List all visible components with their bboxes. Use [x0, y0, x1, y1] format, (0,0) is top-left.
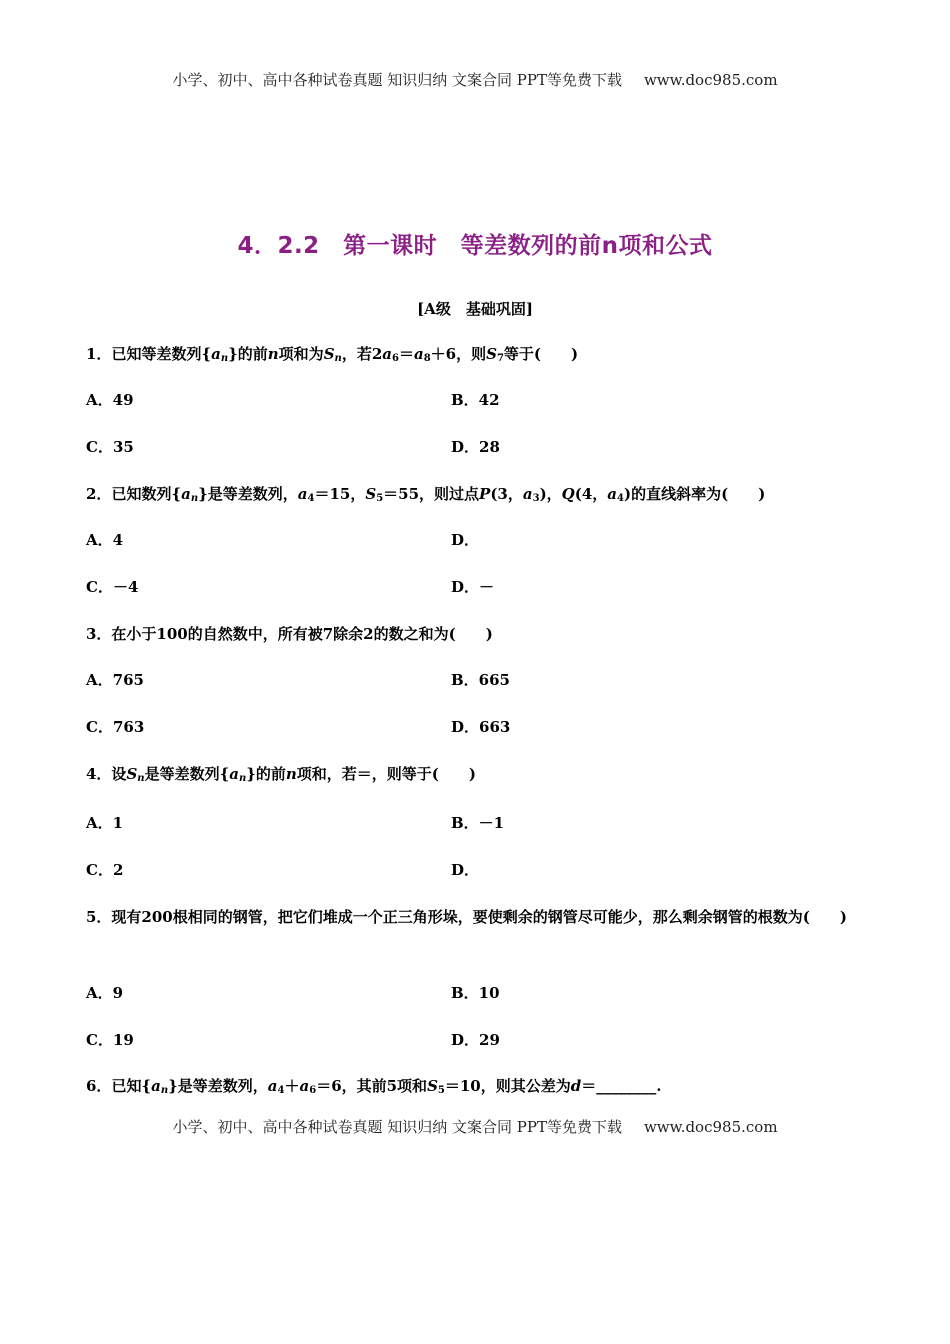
q3-option-b: B．665	[451, 671, 510, 689]
q2-option-b: D．	[451, 531, 480, 549]
question-3: 3．在小于100的自然数中，所有被7除余2的数之和为( )	[86, 625, 493, 643]
footer-site[interactable]: www.doc985.com	[643, 1118, 778, 1136]
q4-option-c: C．2	[86, 861, 124, 879]
q2-option-d: D．－	[451, 578, 495, 596]
q5-option-b: B．10	[451, 984, 500, 1002]
header-text: 小学、初中、高中各种试卷真题 知识归纳 文案合同 PPT等免费下载	[172, 71, 622, 89]
question-2: 2．已知数列$\{a_n\}$是等差数列，$a_4=15$，$S_5=55$，则过点P(3，$a_3$)，Q(4，$a_4$)的直线斜率为( )	[86, 485, 766, 504]
q4-option-b: B．－1	[451, 814, 505, 832]
q1-option-d: D．28	[451, 438, 500, 456]
question-5: 5．现有200根相同的钢管，把它们堆成一个正三角形垛，要使剩余的钢管尽可能少，那么剩余钢管的根数为( )	[86, 908, 847, 926]
q2-option-a: A．4	[86, 531, 124, 549]
question-1: 1．已知等差数列$\{a_n\}$的前n项和为$S_n$，若$2a_6=a_8+6$，则$S_7$等于( )	[86, 345, 579, 364]
q1-option-a: A．49	[86, 391, 134, 409]
q1-option-b: B．42	[451, 391, 500, 409]
section-heading: [A级 基础巩固]	[417, 300, 533, 318]
page-title: 4．2.2 第一课时 等差数列的前n项和公式	[237, 233, 713, 259]
page-header	[0, 69, 950, 90]
q2-option-c: C．－4	[86, 578, 139, 596]
q4-option-a: A．1	[86, 814, 124, 832]
q5-option-c: C．19	[86, 1031, 134, 1049]
footer-text: 小学、初中、高中各种试卷真题 知识归纳 文案合同 PPT等免费下载	[172, 1118, 622, 1136]
q3-option-d: D．663	[451, 718, 511, 736]
page-footer	[0, 1116, 950, 1137]
header-site[interactable]: www.doc985.com	[643, 71, 778, 89]
question-4: 4．设$S_n$是等差数列$\{a_n\}$的前n项和，若＝，则等于( )	[86, 765, 476, 784]
q1-option-c: C．35	[86, 438, 134, 456]
q3-option-a: A．765	[86, 671, 144, 689]
question-6: 6．已知$\{a_n\}$是等差数列，$a_4+a_6=6$，其前5项和$S_5=10$，则其公差为d＝________.	[86, 1077, 662, 1096]
q5-option-a: A．9	[86, 984, 124, 1002]
q4-option-d: D．	[451, 861, 480, 879]
q3-option-c: C．763	[86, 718, 145, 736]
q5-option-d: D．29	[451, 1031, 500, 1049]
